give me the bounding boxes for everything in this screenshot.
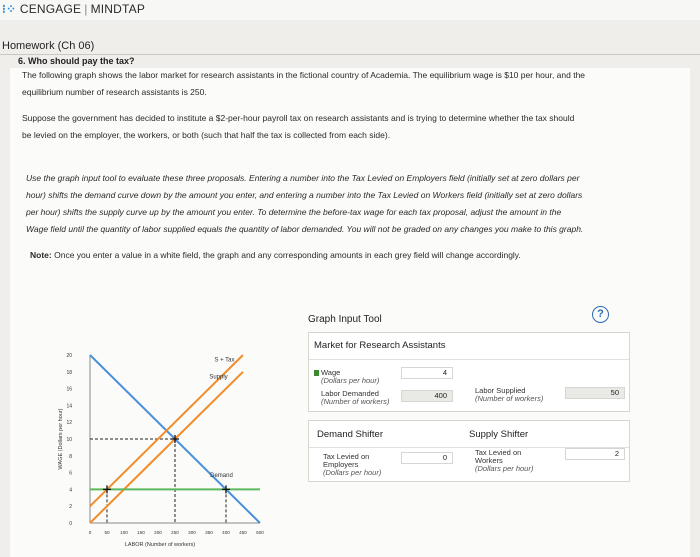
labor-market-graph[interactable] [50, 345, 285, 550]
wage-label-group [314, 369, 379, 385]
label-supply: Supply [209, 374, 228, 381]
labor-demanded-value: 400 [401, 390, 453, 402]
supply-shifter-title: Supply Shifter [469, 429, 529, 440]
x-tick-label: 50 [104, 530, 110, 535]
y-tick-label: 6 [69, 470, 72, 477]
wage-label: Wage [321, 368, 341, 377]
y-tick-label: 2 [69, 504, 72, 511]
x-tick-label: 450 [239, 530, 247, 535]
divider [0, 54, 700, 55]
demand-shifter-title: Demand Shifter [317, 429, 384, 440]
wage-input[interactable]: 4 [401, 367, 453, 379]
x-tick-label: 0 [88, 530, 92, 535]
wage-sub: (Dollars per hour) [321, 376, 380, 385]
y-tick-label: 8 [69, 453, 72, 460]
note-text: Once you enter a value in a white field, the graph and any corresponding amounts in each grey field will change accordingly. [54, 250, 521, 260]
tax-workers-group: Tax Levied on Workers (Dollars per hour) [475, 448, 534, 473]
labor-supplied-group [475, 387, 543, 403]
shifter-panel [308, 420, 630, 482]
y-axis-label: WAGE (Dollars per hour) [58, 408, 64, 470]
brand-mindtap: MINDTAP [90, 2, 146, 16]
market-panel [308, 332, 630, 412]
top-bar [0, 0, 700, 20]
help-icon[interactable]: ? [592, 306, 609, 323]
logo-dots-icon: ⁝⁘ [2, 2, 17, 16]
labor-supplied-label: Labor Supplied [475, 386, 526, 395]
x-axis-label: LABOR (Number of workers) [124, 542, 196, 548]
y-tick-label: 16 [66, 386, 72, 393]
tax-employers-group: Tax Levied on Employers (Dollars per hour) [323, 452, 382, 477]
y-tick-label: 4 [69, 487, 72, 494]
paragraph-3: Use the graph input tool to evaluate these three proposals. Entering a number into the Tax Levied on Employers field (initially set at zero dollars per hour) shifts the demand curve down by the amount you enter, and entering a number into the Tax Levied on Workers field (initially set at zero dollars per hour) shifts the supply curve up by the amount you enter. To determine the before-tax wage for each tax proposal, adjust the amount in the Wage field until the quantity of labor supplied equals the quantity of labor demanded. You will not be graded on any changes you make to this graph. [26, 173, 584, 234]
x-tick-label: 500 [256, 530, 264, 535]
y-tick-label: 20 [66, 353, 72, 359]
x-tick-label: 300 [188, 530, 196, 535]
label-demand: Demand [210, 472, 233, 479]
graph-input-tool-title: Graph Input Tool [308, 314, 382, 325]
paragraph-2: Suppose the government has decided to institute a $2-per-hour payroll tax on research assistants and is trying to determine whether the tax should be levied on the employer, the workers, or both (such that half the tax is collected from each side). [22, 113, 575, 140]
y-tick-label: 10 [66, 437, 72, 443]
paragraph-1: The following graph shows the labor market for research assistants in the fictional country of Academia. The equilibrium wage is $10 per hour, and the equilibrium number of research assistants is 250. [22, 70, 586, 97]
x-tick-label: 150 [137, 530, 145, 535]
labor-demanded-label: Labor Demanded [321, 389, 379, 398]
x-tick-label: 400 [222, 530, 230, 535]
brand-cengage: CENGAGE [19, 2, 82, 16]
cengage-logo[interactable]: ⁝⁘ CENGAGE | MINDTAP [2, 2, 146, 16]
note [30, 248, 680, 263]
tax-employers-input[interactable]: 0 [401, 452, 453, 464]
labor-supplied-value: 50 [565, 387, 625, 399]
labor-demanded-group [321, 390, 389, 406]
curve-supply [90, 372, 243, 523]
labor-supplied-sub: (Number of workers) [475, 394, 544, 403]
y-tick-label: 14 [66, 403, 72, 410]
note-label: Note: [30, 250, 52, 260]
assignment-title: Homework (Ch 06) [2, 40, 95, 52]
x-tick-label: 250 [171, 530, 179, 535]
y-tick-label: 12 [66, 420, 72, 427]
x-tick-label: 200 [154, 530, 162, 535]
labor-demanded-sub: (Number of workers) [321, 397, 390, 406]
wage-color-swatch [314, 370, 319, 376]
y-tick-label: 0 [69, 521, 72, 527]
y-tick-label: 18 [66, 369, 72, 376]
x-tick-label: 100 [120, 530, 128, 535]
label-s-plus-tax: S + Tax [214, 357, 235, 364]
x-tick-label: 350 [205, 530, 213, 535]
market-title: Market for Research Assistants [314, 340, 446, 351]
question-title: 6. Who should pay the tax? [18, 56, 135, 66]
tax-workers-input[interactable]: 2 [565, 448, 625, 460]
